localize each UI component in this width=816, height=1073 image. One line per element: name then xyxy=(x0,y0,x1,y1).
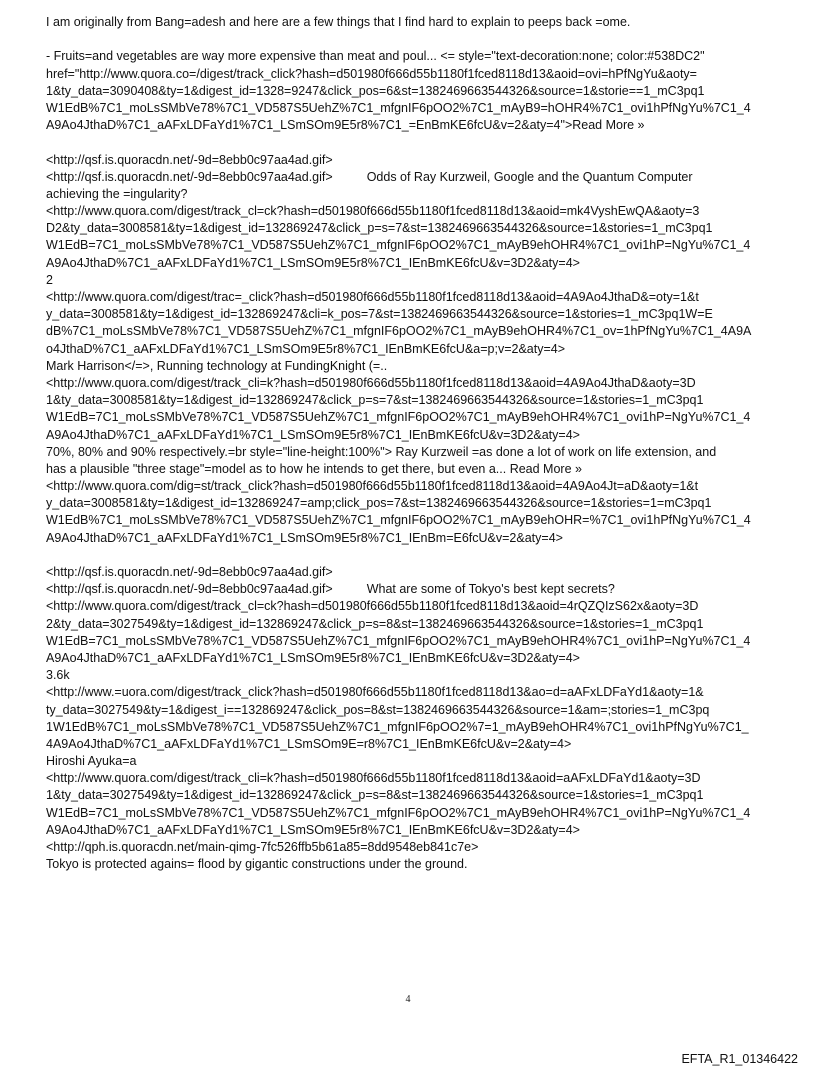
text-line: <http://www.quora.com/digest/track_cl=ck?hash=d501980f666d55b1180f1fced8118d13&aoid=4rQZQIzS62x&aoty=3D xyxy=(46,599,699,614)
text-line: <http://www.quora.com/dig=st/track_click?hash=d501980f666d55b1180f1fced8118d13&aoid=4A9Ao4Jt=aD&aoty=1&t xyxy=(46,479,699,494)
text-line: <http://qsf.is.quoracdn.net/-9d=8ebb0c97aa4ad.gif> xyxy=(46,565,333,579)
text-line: I am originally from Bang=adesh and here are a few things that I find hard to explain to peeps back =ome. xyxy=(46,15,631,29)
text-line: A9Ao4JthaD%7C1_aAFxLDFaYd1%7C1_LSmSOm9E5r8%7C1_IEnBmKE6fcU&v=3D2&aty=4> xyxy=(46,822,580,837)
text-line: Tokyo is protected agains= flood by gigantic constructions under the ground. xyxy=(46,857,468,872)
blank-line xyxy=(46,547,772,564)
text-line: achieving the =ingularity? xyxy=(46,186,188,201)
text-line: 1&ty_data=3027549&ty=1&digest_id=132869247&click_p=s=8&st=1382469663544326&source=1&stories=1_mC3pq1 xyxy=(46,788,704,803)
text-line: 2 xyxy=(46,272,53,287)
text-line: y_data=3008581&ty=1&digest_id=132869247&cli=k_pos=7&st=1382469663544326&source=1&stories=1_mC3pq1W=E xyxy=(46,307,713,322)
text-line: A9Ao4JthaD%7C1_aAFxLDFaYd1%7C1_LSmSOm9E5r8%7C1_IEnBmKE6fcU&v=3D2&aty=4> xyxy=(46,650,580,665)
text-line: <http://www.quora.com/digest/trac=_click?hash=d501980f666d55b1180f1fced8118d13&aoid=4A9Ao4JthaD&=oty=1&t xyxy=(46,290,699,304)
text-line: A9Ao4JthaD%7C1_aAFxLDFaYd1%7C1_LSmSOm9E5r8%7C1_IEnBmKE6fcU&v=3D2&aty=4> xyxy=(46,427,580,442)
text-line: <http://www.=uora.com/digest/track_click?hash=d501980f666d55b1180f1fced8118d13&ao=d=aAFxLDFaYd1&aoty=1& xyxy=(46,685,704,700)
text-line: 4A9Ao4JthaD%7C1_aAFxLDFaYd1%7C1_LSmSOm9E=r8%7C1_IEnBmKE6fcU&v=2&aty=4> xyxy=(46,736,572,751)
text-line: dB%7C1_moLsSMbVe78%7C1_VD587S5UehZ%7C1_mfgnIF6pOO2%7C1_mAyB9ehOHR4%7C1_ov=1hPfNgYu%7C1_4A9A xyxy=(46,324,752,339)
document-body xyxy=(46,14,772,873)
text-line: <http://www.quora.com/digest/track_cli=k?hash=d501980f666d55b1180f1fced8118d13&aoid=aAFxLDFaYd1&aoty=3D xyxy=(46,771,701,786)
text-line: W1EdB=7C1_moLsSMbVe78%7C1_VD587S5UehZ%7C1_mfgnIF6pOO2%7C1_mAyB9ehOHR4%7C1_ovi1hP=NgYu%7C1_4 xyxy=(46,805,751,820)
text-line: Mark Harrison</=>, Running technology at FundingKnight (=.. xyxy=(46,358,388,373)
text-line: D2&ty_data=3008581&ty=1&digest_id=132869247&click_p=s=7&st=1382469663544326&source=1&stories=1_mC3pq1 xyxy=(46,221,713,236)
text-line: 1&ty_data=3008581&ty=1&digest_id=132869247&click_p=s=7&st=1382469663544326&source=1&stories=1_mC3pq1 xyxy=(46,393,704,408)
line-segment: Odds of Ray Kurzweil, Google and the Quantum Computer xyxy=(366,169,693,184)
text-line: href="http://www.quora.co=/digest/track_click?hash=d501980f666d55b1180f1fced8118d13&aoid=ovi=hPfNgYu&aoty= xyxy=(46,66,697,81)
page-number: 4 xyxy=(405,994,411,1005)
text-line: <http://www.quora.com/digest/track_cli=k?hash=d501980f666d55b1180f1fced8118d13&aoid=4A9Ao4JthaD&aoty=3D xyxy=(46,375,696,390)
text-line: Hiroshi Ayuka=a xyxy=(46,754,137,769)
text-line: o4JthaD%7C1_aAFxLDFaYd1%7C1_LSmSOm9E5r8%7C1_IEnBmKE6fcU&a=p;v=2&aty=4> xyxy=(46,341,566,356)
text-line: <http://www.quora.com/digest/track_cl=ck?hash=d501980f666d55b1180f1fced8118d13&aoid=mk4VyshEwQA&aoty=3 xyxy=(46,204,700,219)
text-line: <http://qsf.is.quoracdn.net/-9d=8ebb0c97aa4ad.gif> xyxy=(46,152,333,167)
text-line: 70%, 80% and 90% respectively.=br style="line-height:100%"> Ray Kurzweil =as done a lot of work on life extension, and xyxy=(46,444,717,459)
text-line: A9Ao4JthaD%7C1_aAFxLDFaYd1%7C1_LSmSOm9E5r8%7C1_=EnBmKE6fcU&v=2&aty=4">Read More » xyxy=(46,118,645,133)
text-line: - Fruits=and vegetables are way more expensive than meat and poul... <= style="text-decoration:none; color:#538DC2" xyxy=(46,49,705,64)
text-line xyxy=(46,581,772,598)
text-line: W1EdB%7C1_moLsSMbVe78%7C1_VD587S5UehZ%7C1_mfgnIF6pOO2%7C1_mAyB9=hOHR4%7C1_ovi1hPfNgYu%7C1_4 xyxy=(46,100,751,115)
blank-line xyxy=(46,31,772,48)
text-line xyxy=(46,169,772,186)
text-line: 1W1EdB%7C1_moLsSMbVe78%7C1_VD587S5UehZ%7C1_mfgnIF6pOO2%7=1_mAyB9ehOHR4%7C1_ovi1hPfNgYu%7C1_ xyxy=(46,719,749,734)
blank-line xyxy=(46,134,772,151)
text-line: A9Ao4JthaD%7C1_aAFxLDFaYd1%7C1_LSmSOm9E5r8%7C1_IEnBm=E6fcU&v=2&aty=4> xyxy=(46,530,563,545)
text-line: 1&ty_data=3090408&ty=1&digest_id=1328=9247&click_pos=6&st=1382469663544326&source=1&storie==1_mC3pq1 xyxy=(46,83,705,98)
line-segment: <http://qsf.is.quoracdn.net/-9d=8ebb0c97aa4ad.gif> xyxy=(46,169,333,184)
text-line: y_data=3008581&ty=1&digest_id=132869247=amp;click_pos=7&st=1382469663544326&source=1&stories=1=mC3pq1 xyxy=(46,496,712,511)
bates-stamp: EFTA_R1_01346422 xyxy=(681,1052,798,1066)
text-line: W1EdB=7C1_moLsSMbVe78%7C1_VD587S5UehZ%7C1_mfgnIF6pOO2%7C1_mAyB9ehOHR4%7C1_ovi1hP=NgYu%7C1_4 xyxy=(46,410,751,425)
text-line: has a plausible "three stage"=model as to how he intends to get there, but even a... Read More » xyxy=(46,461,582,476)
text-line: 2&ty_data=3027549&ty=1&digest_id=132869247&click_p=s=8&st=1382469663544326&source=1&stories=1_mC3pq1 xyxy=(46,616,704,631)
line-segment: What are some of Tokyo's best kept secrets? xyxy=(366,582,615,597)
text-line: W1EdB=7C1_moLsSMbVe78%7C1_VD587S5UehZ%7C1_mfgnIF6pOO2%7C1_mAyB9ehOHR4%7C1_ovi1hP=NgYu%7C1_4 xyxy=(46,633,751,648)
text-line: ty_data=3027549&ty=1&digest_i==132869247&click_pos=8&st=1382469663544326&source=1&am=;stories=1_mC3pq xyxy=(46,702,710,717)
text-line: W1EdB=7C1_moLsSMbVe78%7C1_VD587S5UehZ%7C1_mfgnIF6pOO2%7C1_mAyB9ehOHR4%7C1_ovi1hP=NgYu%7C1_4 xyxy=(46,238,751,253)
text-line: A9Ao4JthaD%7C1_aAFxLDFaYd1%7C1_LSmSOm9E5r8%7C1_IEnBmKE6fcU&v=3D2&aty=4> xyxy=(46,255,580,270)
text-line: 3.6k xyxy=(46,668,70,683)
text-line: W1EdB%7C1_moLsSMbVe78%7C1_VD587S5UehZ%7C1_mfgnIF6pOO2%7C1_mAyB9ehOHR=%7C1_ovi1hPfNgYu%7C1_4 xyxy=(46,513,751,528)
line-segment: <http://qsf.is.quoracdn.net/-9d=8ebb0c97aa4ad.gif> xyxy=(46,582,333,597)
text-line: <http://qph.is.quoracdn.net/main-qimg-7fc526ffb5b61a85=8dd9548eb841c7e> xyxy=(46,840,479,854)
